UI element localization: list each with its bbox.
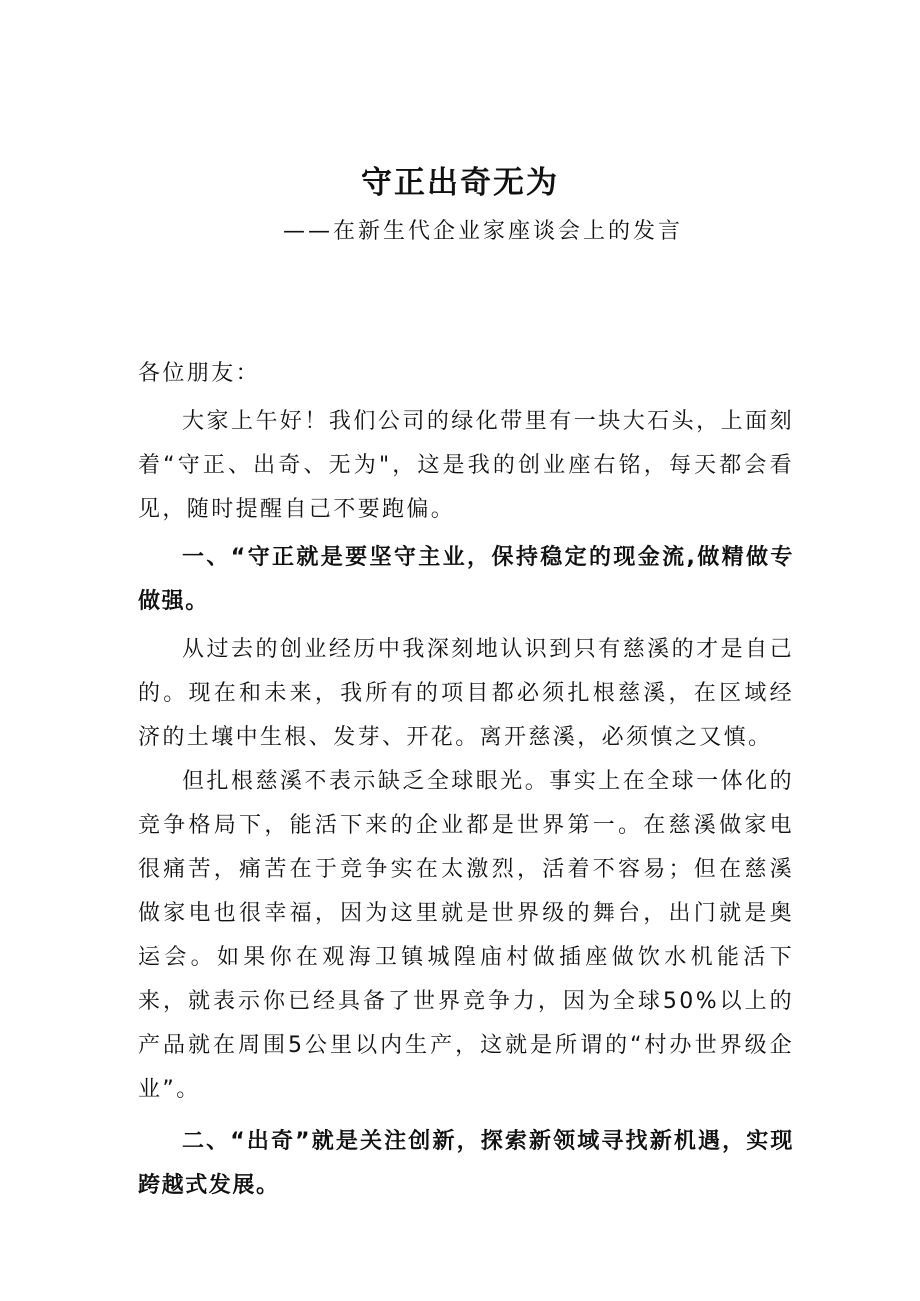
- greeting: 各位朋友：: [138, 361, 261, 386]
- document-subtitle: ——在新生代企业家座谈会上的发言: [283, 219, 684, 244]
- document-title: 守正出奇无为: [361, 165, 559, 201]
- paragraph-body: 但扎根慈溪不表示缺乏全球眼光。事实上在全球一体化的竞争格局下，能活下来的企业都是世界第一。在慈溪做家电很痛苦，痛苦在于竞争实在太激烈，活着不容易；但在慈溪做家电也很幸福，因为这里就是世界级的舞台，出门就是奥运会。如果你在观海卫镇城隍庙村做插座做饮水机能活下来，就表示你已经具备了世界竞争力，因为全球50%以上的产品就在周围5公里以内生产，这就是所谓的“村办世界级企业”。: [138, 769, 794, 1102]
- paragraph-opening: 大家上午好！我们公司的绿化带里有一块大石头，上面刻着“守正、出奇、无为"，这是我的创业座右铭，每天都会看见，随时提醒自己不要跑偏。: [138, 409, 794, 522]
- section-heading-2: 二、“出奇”就是关注创新，探索新领域寻找新机遇，实现跨越式发展。: [138, 1129, 794, 1198]
- document-body: [138, 352, 794, 1208]
- section-heading-1: 一、“守正就是要坚守主业，保持稳定的现金流,做精做专做强。: [138, 545, 794, 614]
- paragraph-body: 从过去的创业经历中我深刻地认识到只有慈溪的才是自己的。现在和未来，我所有的项目都必须扎根慈溪，在区域经济的土壤中生根、发芽、开花。离开慈溪，必须慎之又慎。: [138, 637, 794, 750]
